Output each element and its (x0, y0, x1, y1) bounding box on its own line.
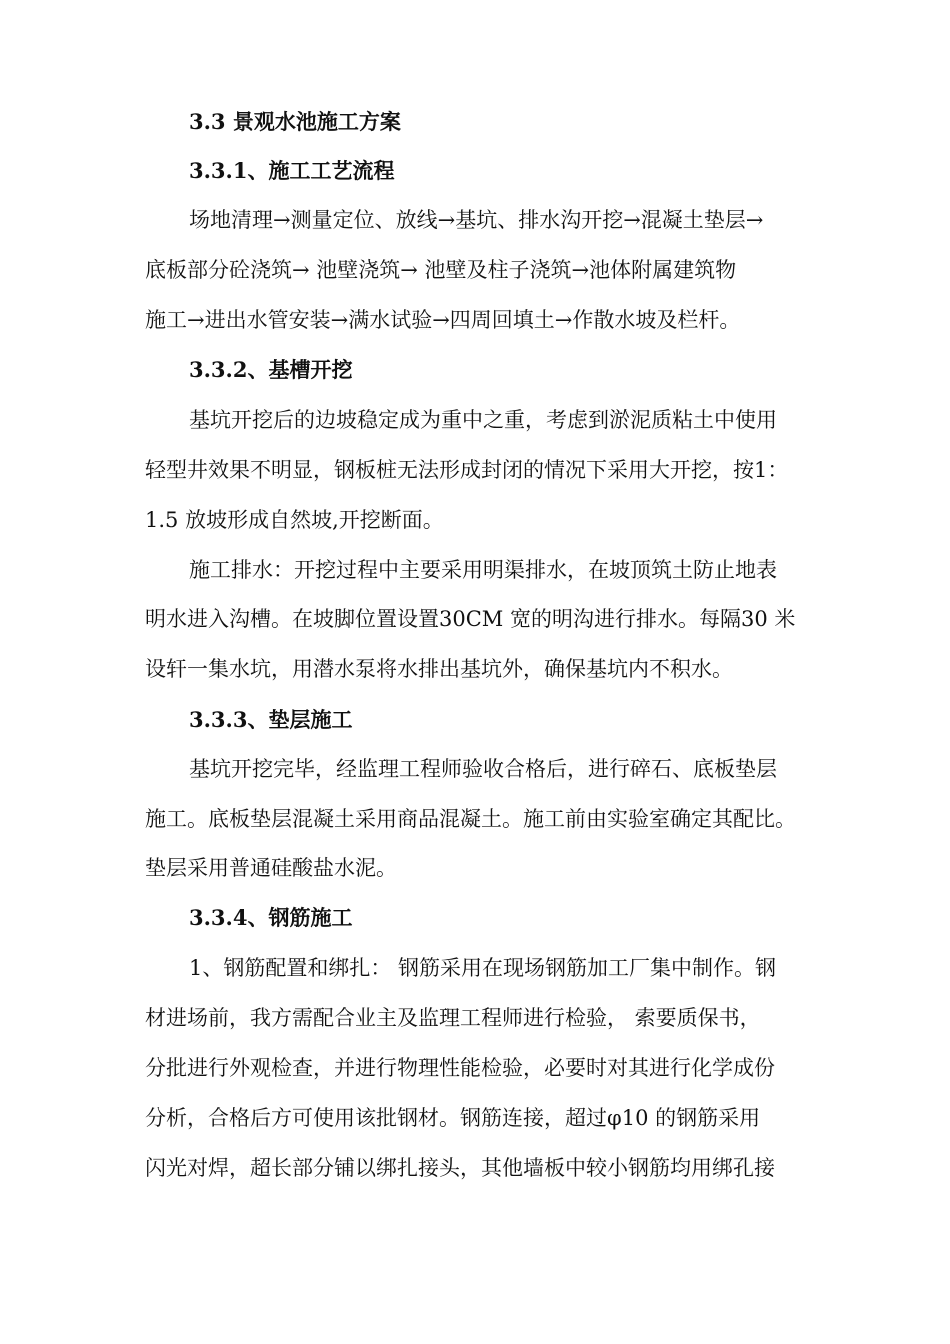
heading-3-3-4: 3.3.4、钢筋施工 (189, 905, 353, 930)
paragraph-line: 材进场前，我方需配合业主及监理工程师进行检验， 索要质保书， (145, 1006, 761, 1030)
paragraph-line: 施工→进出水管安装→满水试验→四周回填土→作散水坡及栏杆。 (145, 308, 741, 332)
paragraph-line: 施工。底板垫层混凝土采用商品混凝土。施工前由实验室确定其配比。 (145, 807, 796, 831)
heading-3-3-3: 3.3.3、垫层施工 (189, 707, 353, 732)
paragraph-line: 闪光对焊，超长部分铺以绑扎接头，其他墙板中较小钢筋均用绑孔接 (145, 1156, 775, 1180)
paragraph-line: 基坑开挖后的边坡稳定成为重中之重，考虑到淤泥质粘土中使用 (189, 408, 777, 432)
paragraph-line: 1、钢筋配置和绑扎： 钢筋采用在现场钢筋加工厂集中制作。钢 (189, 956, 777, 980)
section-title: 3.3 景观水池施工方案 (189, 109, 401, 134)
paragraph-line: 场地清理→测量定位、放线→基坑、排水沟开挖→混凝土垫层→ (189, 208, 764, 232)
paragraph-line: 施工排水：开挖过程中主要采用明渠排水，在坡顶筑土防止地表 (189, 558, 777, 582)
paragraph-line: 明水进入沟槽。在坡脚位置设置30CM 宽的明沟进行排水。每隔30 米 (145, 607, 796, 631)
paragraph-line: 底板部分砼浇筑→ 池壁浇筑→ 池壁及柱子浇筑→池体附属建筑物 (145, 258, 737, 282)
paragraph-line: 垫层采用普通硅酸盐水泥。 (145, 856, 397, 880)
heading-3-3-1: 3.3.1、施工工艺流程 (189, 158, 395, 183)
paragraph-line: 1.5 放坡形成自然坡,开挖断面。 (145, 508, 444, 532)
paragraph-line: 分析，合格后方可使用该批钢材。钢筋连接，超过φ10 的钢筋采用 (145, 1106, 761, 1130)
paragraph-line: 基坑开挖完毕，经监理工程师验收合格后，进行碎石、底板垫层 (189, 757, 777, 781)
paragraph-line: 分批进行外观检查，并进行物理性能检验，必要时对其进行化学成份 (145, 1056, 775, 1080)
paragraph-line: 设轩一集水坑，用潜水泵将水排出基坑外，确保基坑内不积水。 (145, 657, 733, 681)
paragraph-line: 轻型井效果不明显，钢板桩无法形成封闭的情况下采用大开挖，按1： (145, 458, 789, 482)
heading-3-3-2: 3.3.2、基槽开挖 (189, 357, 353, 382)
